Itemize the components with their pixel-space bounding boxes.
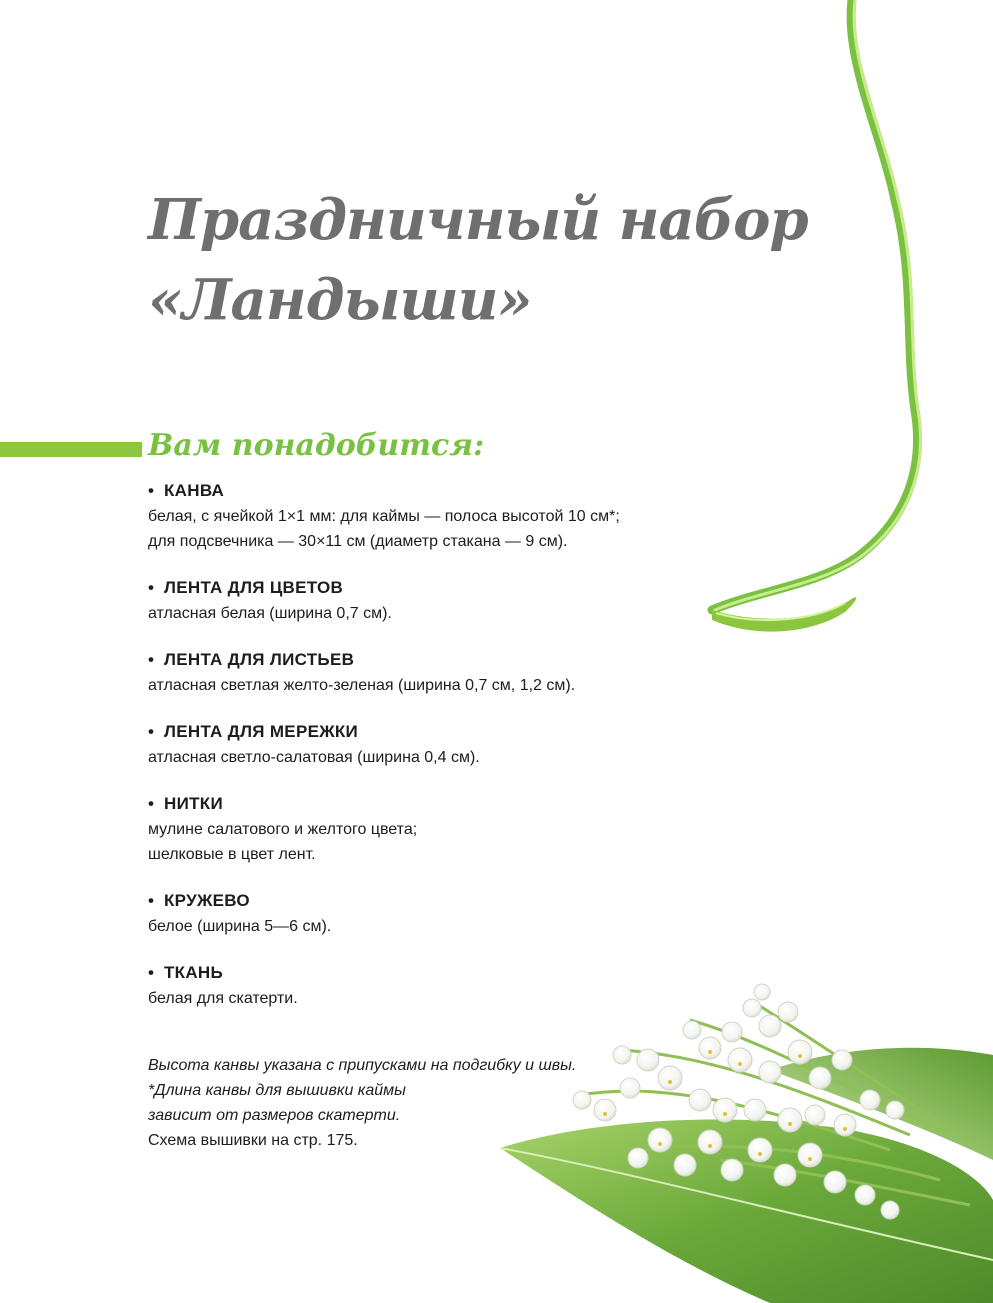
section-header: Вам понадобится: (148, 428, 485, 463)
title-line-1: Праздничный набор (148, 187, 808, 253)
materials-list (148, 478, 708, 1032)
note-line: зависит от размеров скатерти. (148, 1107, 401, 1124)
bullet-icon: • (148, 722, 155, 741)
item-description (148, 914, 708, 939)
item-description (148, 673, 708, 698)
description-line: шелковые в цвет лент. (148, 846, 316, 863)
description-line: атласная белая (ширина 0,7 см). (148, 605, 392, 622)
description-line: белая, с ячейкой 1×1 мм: для каймы — полоса высотой 10 см*; (148, 508, 620, 525)
description-line: для подсвечника — 30×11 см (диаметр стакана — 9 см). (148, 533, 568, 550)
item-title: ЛЕНТА ДЛЯ МЕРЕЖКИ (164, 722, 359, 741)
item-description (148, 817, 708, 867)
bullet-icon: • (148, 891, 155, 910)
item-title: ТКАНЬ (164, 963, 224, 982)
item-description (148, 745, 708, 770)
description-line: белая для скатерти. (148, 990, 298, 1007)
list-item (148, 888, 708, 939)
list-item (148, 478, 708, 554)
description-line: мулине салатового и желтого цвета; (148, 821, 418, 838)
description-line: атласная светлая желто-зеленая (ширина 0,7 см, 1,2 см). (148, 677, 576, 694)
item-description (148, 601, 708, 626)
list-item (148, 791, 708, 867)
list-item (148, 719, 708, 770)
bullet-icon: • (148, 650, 155, 669)
bullet-icon: • (148, 963, 155, 982)
item-description (148, 504, 708, 554)
item-title: ЛЕНТА ДЛЯ ЦВЕТОВ (164, 578, 344, 597)
page-title (148, 180, 808, 340)
list-item (148, 575, 708, 626)
green-accent-bar (0, 442, 142, 457)
note-line: *Длина канвы для вышивки каймы (148, 1082, 406, 1099)
item-title: ЛЕНТА ДЛЯ ЛИСТЬЕВ (164, 650, 355, 669)
item-title: НИТКИ (164, 794, 223, 813)
bullet-icon: • (148, 578, 155, 597)
title-line-2: «Ландыши» (148, 267, 532, 333)
bullet-icon: • (148, 794, 155, 813)
lily-of-the-valley-image (470, 960, 993, 1303)
list-item (148, 647, 708, 698)
note-line: Схема вышивки на стр. 175. (148, 1132, 358, 1149)
note-line: Высота канвы указана с припусками на подгибку и швы. (148, 1057, 577, 1074)
item-title: КАНВА (164, 481, 225, 500)
bullet-icon: • (148, 481, 155, 500)
description-line: атласная светло-салатовая (ширина 0,4 см). (148, 749, 480, 766)
item-title: КРУЖЕВО (164, 891, 250, 910)
description-line: белое (ширина 5—6 см). (148, 918, 332, 935)
